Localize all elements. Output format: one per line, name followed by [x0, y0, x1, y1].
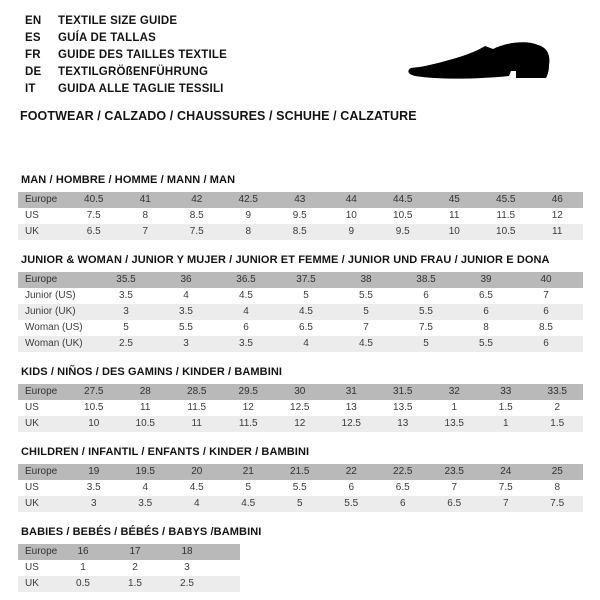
size-cell: 36	[180, 274, 192, 285]
language-label: GUIDA ALLE TAGLIE TESSILI	[58, 83, 224, 95]
size-cell: 3	[123, 306, 129, 317]
size-cell: 40.5	[84, 194, 104, 205]
size-cell: 2	[132, 562, 138, 573]
size-cell: 5.5	[179, 322, 193, 333]
size-cell: 1	[451, 402, 458, 413]
size-table-man	[18, 174, 583, 240]
size-table-babies	[18, 526, 583, 592]
size-cell: 8.5	[539, 322, 553, 333]
size-cell: 45	[448, 194, 460, 205]
table-row	[18, 464, 583, 480]
size-cell: 4	[193, 498, 200, 509]
row-label: UK	[25, 418, 39, 429]
size-cell: 6	[348, 482, 355, 493]
size-cell: 11	[449, 210, 460, 221]
size-cell: 13.5	[444, 418, 464, 429]
size-cell: 35.5	[116, 274, 136, 285]
size-cell: 18	[181, 546, 193, 557]
size-cell: 10.5	[84, 402, 104, 413]
size-cell: 36.5	[236, 274, 256, 285]
size-cell: 23.5	[444, 466, 464, 477]
row-label: Europe	[25, 274, 58, 285]
row-label: US	[25, 562, 39, 573]
size-cell: 5.5	[292, 482, 307, 493]
size-cell: 10	[448, 226, 460, 237]
table-title: BABIES / BEBÉS / BÉBÉS / BABYS /BAMBINI	[21, 526, 262, 538]
size-cell: 3.5	[119, 290, 133, 301]
size-cell: 6	[423, 290, 429, 301]
size-cell: 0.5	[76, 578, 90, 589]
table-row	[18, 560, 240, 576]
size-cell: 1.5	[498, 402, 513, 413]
language-code: FR	[25, 49, 41, 61]
row-label: Europe	[25, 194, 58, 205]
table-row	[18, 384, 583, 400]
size-cell: 6.5	[395, 482, 410, 493]
size-cell: 27.5	[84, 386, 104, 397]
size-cell: 11.5	[187, 402, 207, 413]
size-cell: 13	[345, 402, 357, 413]
size-cell: 8	[245, 226, 252, 237]
size-cell: 5	[303, 290, 309, 301]
size-cell: 12.5	[290, 402, 310, 413]
size-cell: 16	[77, 546, 89, 557]
size-cell: 24	[500, 466, 512, 477]
table-title: CHILDREN / INFANTIL / ENFANTS / KINDER / BAMBINI	[21, 446, 310, 458]
size-cell: 13.5	[393, 402, 413, 413]
language-label: TEXTILE SIZE GUIDE	[58, 15, 178, 27]
size-cell: 11.5	[496, 210, 516, 221]
size-cell: 6.5	[447, 498, 462, 509]
dress-shoe-icon	[395, 30, 575, 95]
language-row-it	[25, 81, 227, 98]
row-label: UK	[25, 226, 39, 237]
row-label: Europe	[25, 386, 58, 397]
table-row	[18, 320, 583, 336]
language-code: IT	[25, 83, 36, 95]
row-label: US	[25, 210, 39, 221]
language-code: ES	[25, 32, 41, 44]
size-cell: 11	[552, 226, 563, 237]
row-label: Woman (US)	[25, 322, 83, 333]
table-row	[18, 224, 583, 240]
size-cell: 37.5	[296, 274, 316, 285]
row-label: UK	[25, 498, 39, 509]
size-cell: 8	[483, 322, 489, 333]
language-label: GUÍA DE TALLAS	[58, 32, 156, 44]
size-cell: 4.5	[359, 338, 373, 349]
size-cell: 4	[243, 306, 249, 317]
size-cell: 6.5	[479, 290, 493, 301]
size-cell: 7.5	[550, 498, 565, 509]
table-row	[18, 208, 583, 224]
size-cell: 12.5	[341, 418, 361, 429]
row-label: Junior (US)	[25, 290, 76, 301]
size-cell: 38.5	[416, 274, 436, 285]
size-cell: 38	[360, 274, 372, 285]
size-cell: 21	[242, 466, 254, 477]
size-cell: 4.5	[241, 498, 256, 509]
size-table-children	[18, 446, 583, 512]
size-cell: 32	[448, 386, 460, 397]
size-cell: 6.5	[299, 322, 313, 333]
language-row-es	[25, 30, 227, 47]
size-cell: 8.5	[189, 210, 204, 221]
size-cell: 22.5	[393, 466, 413, 477]
size-cell: 30	[294, 386, 306, 397]
size-table-junior-woman	[18, 254, 583, 352]
language-label: GUIDE DES TAILLES TEXTILE	[58, 49, 227, 61]
size-cell: 33.5	[547, 386, 567, 397]
size-cell: 6.5	[86, 226, 101, 237]
size-cell: 1.5	[550, 418, 565, 429]
size-cell: 3	[90, 498, 97, 509]
size-cell: 46	[551, 194, 563, 205]
size-cell: 2.5	[119, 338, 133, 349]
size-cell: 21.5	[290, 466, 310, 477]
size-cell: 1.5	[128, 578, 142, 589]
table-row	[18, 416, 583, 432]
size-cell: 9.5	[292, 210, 307, 221]
size-cell: 19	[88, 466, 100, 477]
table-body	[18, 384, 583, 432]
language-label: TEXTILGRÖßENFÜHRUNG	[58, 66, 209, 78]
size-cell: 28.5	[187, 386, 207, 397]
size-cell: 19.5	[135, 466, 155, 477]
size-cell: 6	[483, 306, 489, 317]
size-cell: 42	[191, 194, 203, 205]
size-cell: 9	[245, 210, 252, 221]
size-cell: 10.5	[135, 418, 155, 429]
language-code: EN	[25, 15, 42, 27]
table-row	[18, 192, 583, 208]
size-cell: 7.5	[498, 482, 513, 493]
table-body	[18, 192, 583, 240]
size-cell: 3	[184, 562, 190, 573]
size-cell: 1	[502, 418, 509, 429]
size-cell: 4.5	[189, 482, 204, 493]
table-title: KIDS / NIÑOS / DES GAMINS / KINDER / BAMBINI	[21, 366, 283, 378]
size-cell: 7.5	[86, 210, 101, 221]
size-table-kids	[18, 366, 583, 432]
table-body	[18, 272, 583, 352]
size-cell: 3.5	[86, 482, 101, 493]
table-body	[18, 464, 583, 512]
size-cell: 3.5	[179, 306, 193, 317]
size-cell: 5	[363, 306, 369, 317]
size-cell: 7	[543, 290, 549, 301]
size-cell: 9	[348, 226, 355, 237]
size-cell: 5	[245, 482, 252, 493]
table-row	[18, 400, 583, 416]
size-cell: 5	[123, 322, 129, 333]
size-cell: 41	[139, 194, 151, 205]
size-cell: 7	[363, 322, 369, 333]
row-label: Europe	[25, 546, 58, 557]
row-label: UK	[25, 578, 39, 589]
size-cell: 31.5	[393, 386, 413, 397]
table-row	[18, 496, 583, 512]
language-row-fr	[25, 47, 227, 64]
table-body	[18, 544, 240, 592]
size-cell: 17	[129, 546, 141, 557]
size-cell: 9.5	[395, 226, 410, 237]
size-cell: 7.5	[189, 226, 204, 237]
size-cell: 5.5	[419, 306, 433, 317]
size-cell: 7.5	[419, 322, 433, 333]
size-cell: 4.5	[239, 290, 253, 301]
size-cell: 5.5	[344, 498, 359, 509]
table-title: MAN / HOMBRE / HOMME / MANN / MAN	[21, 174, 236, 186]
table-row	[18, 480, 583, 496]
row-label: US	[25, 482, 39, 493]
size-cell: 11	[140, 402, 151, 413]
size-cell: 10	[88, 418, 100, 429]
language-list	[25, 13, 227, 98]
size-cell: 4	[142, 482, 149, 493]
size-cell: 12	[242, 402, 254, 413]
row-label: US	[25, 402, 39, 413]
size-cell: 11	[191, 418, 202, 429]
size-cell: 22	[345, 466, 357, 477]
size-cell: 20	[191, 466, 203, 477]
footwear-heading: FOOTWEAR / CALZADO / CHAUSSURES / SCHUHE / CALZATURE	[20, 109, 417, 123]
size-cell: 10.5	[393, 210, 413, 221]
size-cell: 29.5	[238, 386, 258, 397]
size-cell: 1	[80, 562, 86, 573]
size-cell: 45.5	[496, 194, 516, 205]
size-cell: 7	[142, 226, 149, 237]
size-cell: 6	[543, 306, 549, 317]
size-cell: 4	[303, 338, 309, 349]
size-cell: 44.5	[393, 194, 413, 205]
size-cell: 43	[294, 194, 306, 205]
table-row	[18, 304, 583, 320]
size-cell: 12	[551, 210, 563, 221]
size-cell: 7	[502, 498, 509, 509]
size-cell: 8	[142, 210, 149, 221]
language-row-en	[25, 13, 227, 30]
table-row	[18, 272, 583, 288]
table-row	[18, 288, 583, 304]
size-cell: 5.5	[359, 290, 373, 301]
size-cell: 40	[540, 274, 552, 285]
size-cell: 2.5	[180, 578, 194, 589]
size-cell: 25	[551, 466, 563, 477]
size-cell: 3	[183, 338, 189, 349]
size-cell: 10.5	[496, 226, 516, 237]
language-row-de	[25, 64, 227, 81]
size-cell: 39	[480, 274, 492, 285]
size-cell: 11.5	[238, 418, 258, 429]
size-cell: 5	[296, 498, 303, 509]
size-cell: 5	[423, 338, 429, 349]
table-row	[18, 544, 240, 560]
table-row	[18, 576, 240, 592]
size-cell: 6	[243, 322, 249, 333]
table-row	[18, 336, 583, 352]
size-cell: 44	[345, 194, 357, 205]
size-cell: 12	[294, 418, 306, 429]
size-cell: 8.5	[292, 226, 307, 237]
size-cell: 42.5	[238, 194, 258, 205]
size-cell: 31	[345, 386, 357, 397]
size-cell: 33	[500, 386, 512, 397]
size-cell: 28	[139, 386, 151, 397]
row-label: Junior (UK)	[25, 306, 76, 317]
size-cell: 5.5	[479, 338, 493, 349]
size-cell: 7	[451, 482, 458, 493]
table-title: JUNIOR & WOMAN / JUNIOR Y MUJER / JUNIOR ET FEMME / JUNIOR UND FRAU / JUNIOR E DONA	[21, 254, 550, 266]
size-cell: 6	[399, 498, 406, 509]
size-cell: 10	[345, 210, 357, 221]
size-cell: 8	[554, 482, 561, 493]
size-cell: 6	[543, 338, 549, 349]
size-tables	[18, 174, 583, 600]
size-cell: 13	[397, 418, 409, 429]
size-cell: 3.5	[239, 338, 253, 349]
language-code: DE	[25, 66, 42, 78]
size-cell: 2	[554, 402, 561, 413]
size-cell: 4	[183, 290, 189, 301]
size-cell: 3.5	[138, 498, 153, 509]
size-cell: 4.5	[299, 306, 313, 317]
row-label: Woman (UK)	[25, 338, 83, 349]
row-label: Europe	[25, 466, 58, 477]
